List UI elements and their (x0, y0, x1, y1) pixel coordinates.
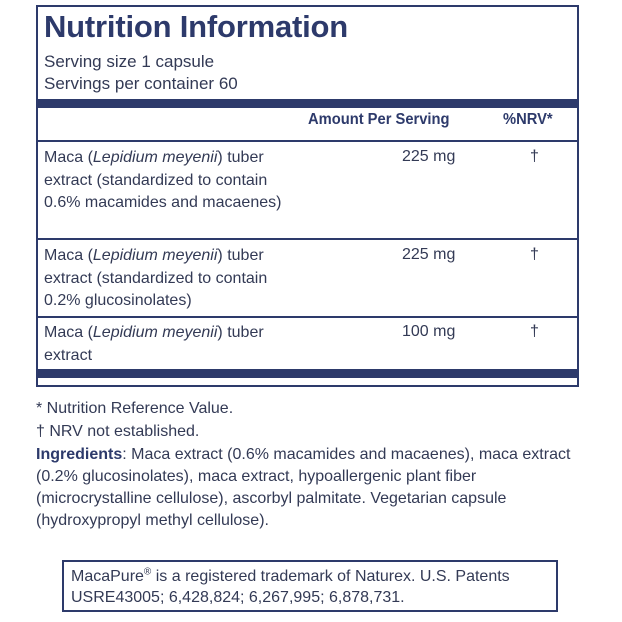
brand-name: MacaPure (71, 568, 144, 585)
nrv-value: † (530, 148, 539, 165)
ingredients-statement (36, 444, 586, 532)
table-row-ingredient: Maca (Lepidium meyenii) tuber extract (44, 324, 264, 364)
row-divider (38, 238, 577, 240)
ingredients-label: Ingredients (36, 446, 123, 463)
column-header-amount: Amount Per Serving (308, 111, 450, 128)
nutrition-panel (36, 5, 579, 387)
registered-mark: ® (143, 566, 152, 578)
nrv-value: † (530, 323, 539, 340)
column-header-nrv: %NRV* (503, 111, 553, 128)
panel-title: Nutrition Information (44, 9, 349, 44)
latin-name: Lepidium meyenii (92, 324, 218, 341)
ingredient-detail: tuber extract (44, 324, 264, 364)
amount-value: 100 mg (402, 323, 456, 340)
ingredient-detail: tuber extract (standardized to contain 0.2% glucosinolates) (44, 247, 268, 309)
latin-name: Lepidium meyenii (92, 247, 218, 264)
ingredient-detail: tuber extract (standardized to contain 0.6% macamides and macaenes) (44, 149, 282, 211)
row-divider (38, 140, 577, 142)
amount-value: 225 mg (402, 246, 456, 263)
serving-size: Serving size 1 capsule (44, 52, 215, 71)
table-row-ingredient: Maca (Lepidium meyenii) tuber extract (standardized to contain 0.6% macamides and macaenes) (44, 149, 282, 211)
footnote-nrv-reference: * Nutrition Reference Value. (36, 400, 234, 417)
nrv-value: † (530, 246, 539, 263)
row-divider (38, 316, 577, 318)
header-divider (38, 99, 577, 108)
trademark-notice (62, 560, 558, 612)
trademark-text: is a registered trademark of Naturex. U.S. Patents USRE43005; 6,428,824; 6,267,995; 6,878,731. (71, 568, 510, 606)
footnote-nrv-not-established: † NRV not established. (36, 423, 200, 440)
footer-divider (38, 369, 577, 378)
ingredients-text: : Maca extract (0.6% macamides and macaenes), maca extract (0.2% glucosinolates), maca extract, hypoallergenic plant fiber (microcrystalline cellulose), ascorbyl palmitate. Vegetarian capsule (hydroxypropyl methyl cellulose). (36, 446, 571, 529)
table-row-ingredient: Maca (Lepidium meyenii) tuber extract (standardized to contain 0.2% glucosinolates) (44, 247, 268, 309)
latin-name: Lepidium meyenii (92, 149, 218, 166)
servings-per-container: Servings per container 60 (44, 74, 238, 93)
amount-value: 225 mg (402, 148, 456, 165)
